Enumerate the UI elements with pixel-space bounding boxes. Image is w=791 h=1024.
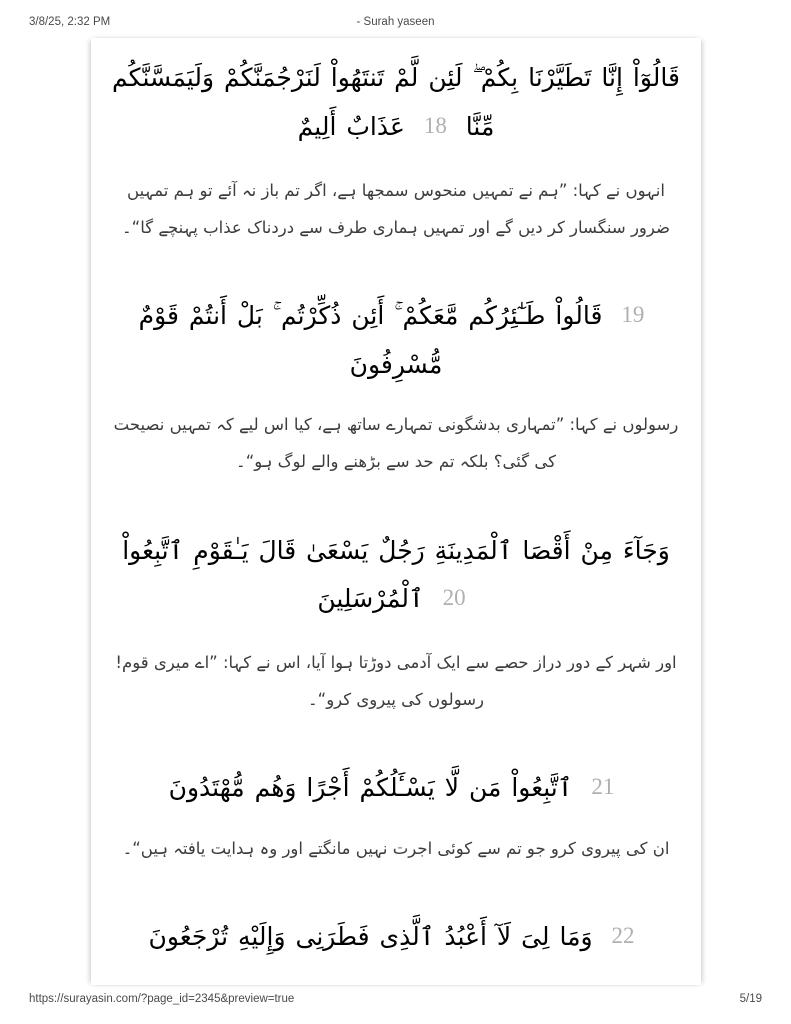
ayah-arabic-part-2: عَذَابٌ أَلِيمٌ [297, 111, 405, 141]
ayah-number: 18 [423, 112, 447, 138]
ayah-number: 19 [621, 301, 645, 327]
ayah-urdu-translation: رسولوں نے کہا: ”تمہاری بدشگونی تمہارے ساتھ ہے، کیا اس لیے کہ تمہیں نصیحت کی گئی؟ بلکہ تم حد سے بڑھنے والے لوگ ہو“۔ [113, 415, 679, 472]
ayah-number: 20 [442, 585, 466, 611]
ayah-arabic-part-2: قَالُواْ طَـٰٓئِرُكُم مَّعَكُمْ ۚ أَئِن ذُكِّرْتُم ۚ بَلْ أَنتُمْ قَوْمٌ مُّسْرِفُونَ [138, 300, 603, 379]
ayah-number: 22 [611, 923, 635, 949]
print-header-title: - Surah yaseen [356, 16, 435, 28]
ayah-urdu-translation: ان کی پیروی کرو جو تم سے کوئی اجرت نہیں مانگتے اور وہ ہدایت یافتہ ہیں“۔ [122, 839, 670, 858]
ayah-arabic-text [109, 527, 683, 625]
ayah-arabic-part-2: ٱتَّبِعُواْ مَن لَّا يَسْـَٔلُكُمْ أَجْرًا وَهُم مُّهْتَدُونَ [168, 773, 573, 803]
print-footer-url: https://surayasin.com/?page_id=2345&preview=true [29, 993, 295, 1005]
ayah-arabic-part-1: قَالُوٓاْ إِنَّا تَطَيَّرْنَا بِكُمْ ۖ لَئِن لَّمْ تَنتَهُواْ لَنَرْجُمَنَّكُمْ وَلَيَمَسَّنَّكُم مِّنَّا [112, 63, 680, 141]
verse-block [109, 38, 683, 246]
print-footer-page-indicator: 5/19 [739, 993, 762, 1005]
ayah-arabic-part-2: ٱلْمُرْسَلِينَ [317, 584, 424, 614]
ayah-urdu-translation: انہوں نے کہا: ”ہم نے تمہیں منحوس سمجھا ہے، اگر تم باز نہ آئے تو ہم تمہیں ضرور سنگسار کر دیں گے اور تمہیں ہماری طرف سے دردناک عذاب پہنچے گا“۔ [122, 180, 670, 237]
ayah-arabic-text [109, 292, 683, 390]
ayah-urdu-translation: اور شہر کے دور دراز حصے سے ایک آدمی دوڑتا ہوا آیا، اس نے کہا: ”اے میری قوم! رسولوں کی پیروی کرو“۔ [115, 653, 677, 710]
ayah-number: 21 [591, 774, 615, 800]
ayah-arabic-text [109, 764, 683, 813]
ayah-arabic-part-1: وَجَآءَ مِنْ أَقْصَا ٱلْمَدِينَةِ رَجُلٌ يَسْعَىٰ قَالَ يَـٰقَوْمِ ٱتَّبِعُواْ [122, 535, 670, 565]
ayah-arabic-text [109, 913, 683, 962]
verse-block [109, 867, 683, 962]
page-content [91, 38, 701, 962]
document-page [91, 38, 701, 985]
print-header-datetime: 3/8/25, 2:32 PM [29, 16, 111, 28]
print-header [0, 12, 791, 32]
verse-block [109, 718, 683, 867]
ayah-arabic-part-2: وَمَا لِىَ لَآ أَعْبُدُ ٱلَّذِى فَطَرَنِى وَإِلَيْهِ تُرْجَعُونَ [148, 922, 593, 952]
print-footer [0, 989, 791, 1009]
ayah-arabic-text [109, 54, 683, 152]
verse-block [109, 246, 683, 481]
verse-block [109, 481, 683, 719]
